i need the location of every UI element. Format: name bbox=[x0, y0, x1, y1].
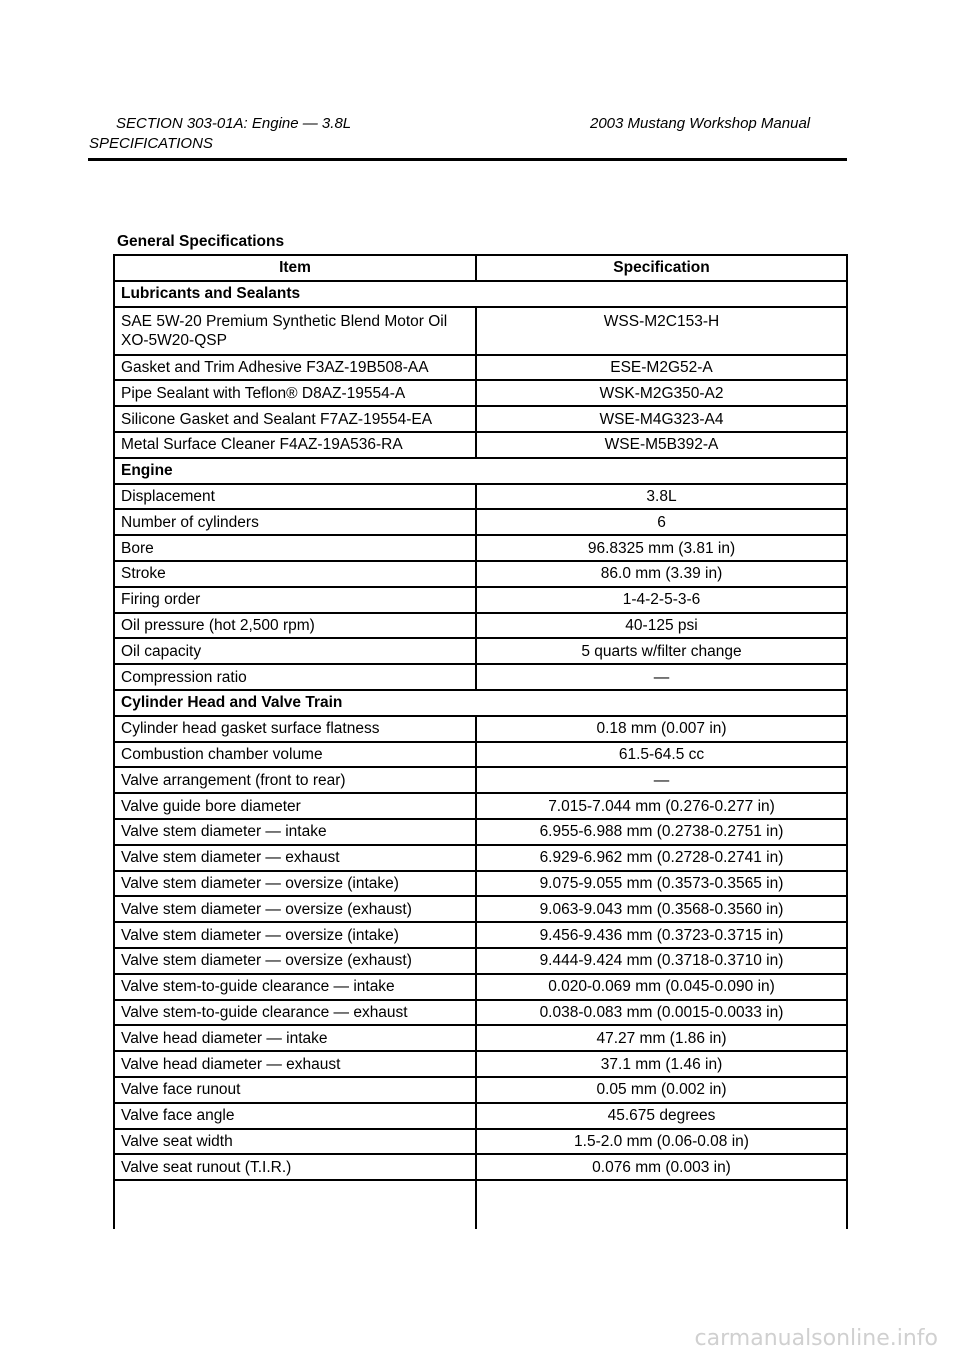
table-row bbox=[114, 307, 847, 355]
item-cell: Valve stem diameter — exhaust bbox=[114, 845, 476, 871]
table-body bbox=[114, 281, 847, 1229]
table-row bbox=[114, 948, 847, 974]
table-title: General Specifications bbox=[117, 233, 285, 250]
table-row bbox=[114, 871, 847, 897]
specification-cell: 61.5-64.5 cc bbox=[476, 742, 847, 768]
table-row bbox=[114, 716, 847, 742]
item-cell: Valve stem diameter — intake bbox=[114, 819, 476, 845]
table-row bbox=[114, 1077, 847, 1103]
specification-cell: WSE-M4G323-A4 bbox=[476, 406, 847, 432]
table-row bbox=[114, 1051, 847, 1077]
table-row bbox=[114, 484, 847, 510]
specification-cell: 0.038-0.083 mm (0.0015-0.0033 in) bbox=[476, 1000, 847, 1026]
item-cell: Valve stem-to-guide clearance — intake bbox=[114, 974, 476, 1000]
section-title: SECTION 303-01A: Engine — 3.8L bbox=[116, 115, 352, 132]
specification-cell: WSK-M2G350-A2 bbox=[476, 380, 847, 406]
table-row bbox=[114, 535, 847, 561]
item-cell: Valve face angle bbox=[114, 1103, 476, 1129]
table-header-row bbox=[114, 255, 847, 281]
table-row bbox=[114, 742, 847, 768]
item-cell: Displacement bbox=[114, 484, 476, 510]
specification-cell: 47.27 mm (1.86 in) bbox=[476, 1025, 847, 1051]
specification-cell: 6.955-6.988 mm (0.2738-0.2751 in) bbox=[476, 819, 847, 845]
table-row bbox=[114, 767, 847, 793]
table-row bbox=[114, 638, 847, 664]
specification-cell: 6 bbox=[476, 509, 847, 535]
specification-cell: 96.8325 mm (3.81 in) bbox=[476, 535, 847, 561]
table-row bbox=[114, 819, 847, 845]
specification-cell: 9.063-9.043 mm (0.3568-0.3560 in) bbox=[476, 896, 847, 922]
specification-cell: 40-125 psi bbox=[476, 613, 847, 639]
specification-cell: 9.456-9.436 mm (0.3723-0.3715 in) bbox=[476, 922, 847, 948]
item-cell: Combustion chamber volume bbox=[114, 742, 476, 768]
item-cell: Valve head diameter — intake bbox=[114, 1025, 476, 1051]
specification-cell: 0.18 mm (0.007 in) bbox=[476, 716, 847, 742]
section-label: Engine bbox=[114, 458, 847, 484]
item-cell: Valve arrangement (front to rear) bbox=[114, 767, 476, 793]
specification-cell: WSS-M2C153-H bbox=[476, 307, 847, 355]
item-cell: Valve face runout bbox=[114, 1077, 476, 1103]
item-cell: Number of cylinders bbox=[114, 509, 476, 535]
table-row bbox=[114, 355, 847, 381]
item-cell: Valve head diameter — exhaust bbox=[114, 1051, 476, 1077]
table-row bbox=[114, 1154, 847, 1180]
table-row bbox=[114, 613, 847, 639]
table-row bbox=[114, 432, 847, 458]
specification-cell: 0.076 mm (0.003 in) bbox=[476, 1154, 847, 1180]
item-cell: Valve stem-to-guide clearance — exhaust bbox=[114, 1000, 476, 1026]
specification-cell: 9.075-9.055 mm (0.3573-0.3565 in) bbox=[476, 871, 847, 897]
item-cell: Valve seat runout (T.I.R.) bbox=[114, 1154, 476, 1180]
table-row bbox=[114, 1000, 847, 1026]
column-header-specification: Specification bbox=[476, 255, 847, 281]
specification-cell: 86.0 mm (3.39 in) bbox=[476, 561, 847, 587]
table-row bbox=[114, 922, 847, 948]
item-cell: Oil pressure (hot 2,500 rpm) bbox=[114, 613, 476, 639]
item-cell: Firing order bbox=[114, 587, 476, 613]
table-row bbox=[114, 845, 847, 871]
column-header-item: Item bbox=[114, 255, 476, 281]
item-cell: Valve stem diameter — oversize (exhaust) bbox=[114, 896, 476, 922]
item-cell: Stroke bbox=[114, 561, 476, 587]
page-subtitle: SPECIFICATIONS bbox=[89, 135, 213, 152]
specification-cell: 6.929-6.962 mm (0.2728-0.2741 in) bbox=[476, 845, 847, 871]
table-row bbox=[114, 664, 847, 690]
item-cell: Valve stem diameter — oversize (exhaust) bbox=[114, 948, 476, 974]
item-cell: Compression ratio bbox=[114, 664, 476, 690]
section-row bbox=[114, 458, 847, 484]
specification-cell: 3.8L bbox=[476, 484, 847, 510]
table-row bbox=[114, 561, 847, 587]
continuation-row bbox=[114, 1180, 847, 1229]
table-row bbox=[114, 406, 847, 432]
item-cell: Metal Surface Cleaner F4AZ-19A536-RA bbox=[114, 432, 476, 458]
section-label: Cylinder Head and Valve Train bbox=[114, 690, 847, 716]
specification-cell: 5 quarts w/filter change bbox=[476, 638, 847, 664]
section-row bbox=[114, 690, 847, 716]
specification-cell: 7.015-7.044 mm (0.276-0.277 in) bbox=[476, 793, 847, 819]
item-cell: Oil capacity bbox=[114, 638, 476, 664]
table-row bbox=[114, 509, 847, 535]
item-cell: Valve seat width bbox=[114, 1129, 476, 1155]
specification-cell: 1-4-2-5-3-6 bbox=[476, 587, 847, 613]
item-cell: Valve stem diameter — oversize (intake) bbox=[114, 922, 476, 948]
item-cell: Valve guide bore diameter bbox=[114, 793, 476, 819]
table-row bbox=[114, 974, 847, 1000]
table-row bbox=[114, 1103, 847, 1129]
specifications-table bbox=[113, 254, 848, 1229]
section-label: Lubricants and Sealants bbox=[114, 281, 847, 307]
empty-cell bbox=[114, 1180, 476, 1229]
section-row bbox=[114, 281, 847, 307]
item-cell: SAE 5W-20 Premium Synthetic Blend Motor Oil XO-5W20-QSP bbox=[114, 307, 476, 355]
specification-cell: 1.5-2.0 mm (0.06-0.08 in) bbox=[476, 1129, 847, 1155]
specification-cell: 9.444-9.424 mm (0.3718-0.3710 in) bbox=[476, 948, 847, 974]
watermark: carmanualsonline.info bbox=[694, 1326, 938, 1351]
item-cell: Valve stem diameter — oversize (intake) bbox=[114, 871, 476, 897]
table-row bbox=[114, 896, 847, 922]
item-cell: Pipe Sealant with Teflon® D8AZ-19554-A bbox=[114, 380, 476, 406]
table-row bbox=[114, 793, 847, 819]
specification-cell: 0.05 mm (0.002 in) bbox=[476, 1077, 847, 1103]
specification-cell: 45.675 degrees bbox=[476, 1103, 847, 1129]
empty-cell bbox=[476, 1180, 847, 1229]
specification-cell: — bbox=[476, 664, 847, 690]
item-cell: Gasket and Trim Adhesive F3AZ-19B508-AA bbox=[114, 355, 476, 381]
specification-cell: — bbox=[476, 767, 847, 793]
table-row bbox=[114, 380, 847, 406]
specification-cell: ESE-M2G52-A bbox=[476, 355, 847, 381]
item-cell: Cylinder head gasket surface flatness bbox=[114, 716, 476, 742]
manual-title: 2003 Mustang Workshop Manual bbox=[590, 115, 811, 132]
table-row bbox=[114, 587, 847, 613]
table-row bbox=[114, 1025, 847, 1051]
specification-cell: 37.1 mm (1.46 in) bbox=[476, 1051, 847, 1077]
item-cell: Bore bbox=[114, 535, 476, 561]
table-row bbox=[114, 1129, 847, 1155]
specification-cell: WSE-M5B392-A bbox=[476, 432, 847, 458]
specification-cell: 0.020-0.069 mm (0.045-0.090 in) bbox=[476, 974, 847, 1000]
item-cell: Silicone Gasket and Sealant F7AZ-19554-EA bbox=[114, 406, 476, 432]
header-divider bbox=[88, 158, 847, 161]
